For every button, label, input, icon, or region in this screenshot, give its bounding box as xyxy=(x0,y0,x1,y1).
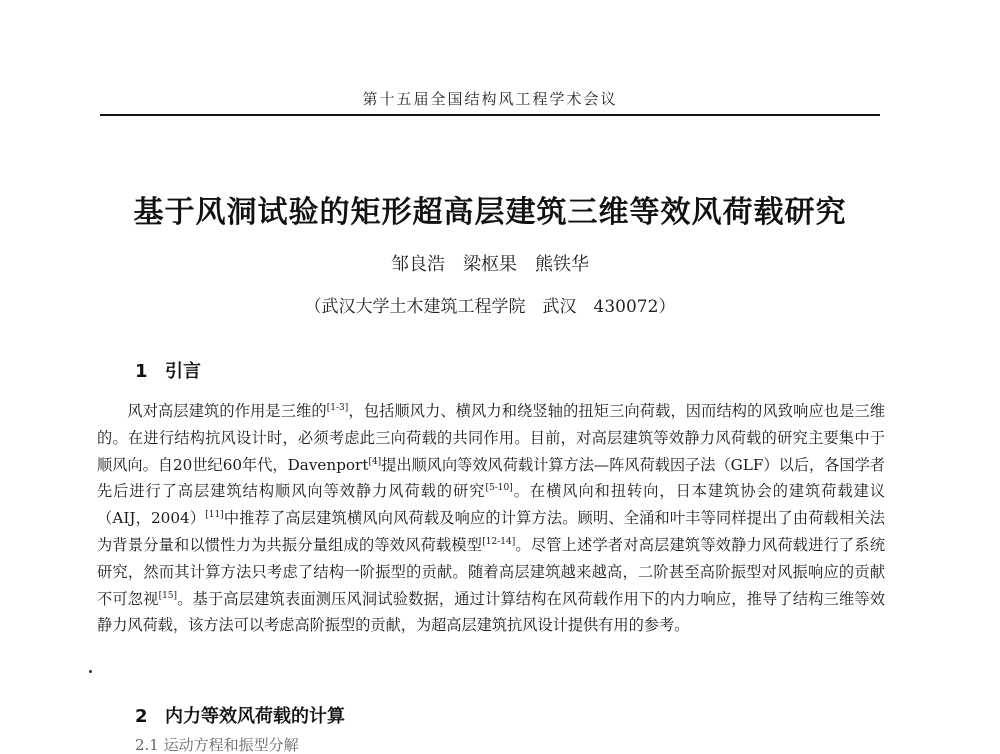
section-title: 引言 xyxy=(165,361,201,382)
intro-text-5: 中推荐了高层建筑横风向风荷载及响应的计算方法。顾明、全涌和叶丰等同样提出了由荷载相关法为背景分量和以惯性力为共振分量组成的等效风荷载模型 xyxy=(97,509,885,554)
citation-ref: [5-10] xyxy=(485,483,513,494)
intro-text-4: 。在横风向和扭转向，日本建筑协会的建筑荷载建议（AIJ，2004） xyxy=(97,482,886,528)
paper-authors: 邹良浩 梁枢果 熊铁华 xyxy=(391,254,589,275)
running-header: 第十五届全国结构风工程学术会议 xyxy=(362,90,618,108)
section-heading-intro xyxy=(135,357,201,383)
intro-text-1: 风对高层建筑的作用是三维的 xyxy=(127,402,327,420)
citation-ref: [1-3] xyxy=(326,403,349,413)
section-number: 2 xyxy=(135,706,148,727)
intro-text-7: 。基于高层建筑表面测压风洞试验数据，通过计算结构在风荷载作用下的内力响应，推导了结构三维等效静力风荷载，该方法可以考虑高阶振型的贡献，为超高层建筑抗风设计提供有用的参考。 xyxy=(97,589,886,635)
intro-text-6: 。尽管上述学者对高层建筑等效静力风荷载进行了系统研究，然而其计算方法只考虑了结构一阶振型的贡献。随着高层建筑越来越高，二阶甚至高阶振型对风振响应的贡献不可忽视 xyxy=(97,535,886,608)
intro-text-2: ，包括顺风力、横风力和绕竖轴的扭矩三向荷载，因而结构的风致响应也是三维的。在进行结构抗风设计时，必须考虑此三向荷载的共同作用。目前，对高层建筑等效静力风荷载的研究主要集中于顺风向。自20世纪60年代，Davenport xyxy=(97,402,886,474)
citation-ref: [15] xyxy=(158,590,178,601)
citation-ref: [4] xyxy=(368,456,382,467)
intro-text-3: 提出顺风向等效风荷载计算方法—阵风荷载因子法（GLF）以后，各国学者先后进行了高层建筑结构顺风向等效静力风荷载的研究 xyxy=(97,455,885,501)
paper-affiliation: （武汉大学土木建筑工程学院 武汉 430072） xyxy=(304,297,676,317)
intro-paragraph xyxy=(97,398,885,639)
citation-ref: [11] xyxy=(205,510,224,521)
paper-title: 基于风洞试验的矩形超高层建筑三维等效风荷载研究 xyxy=(133,195,847,230)
section-title: 内力等效风荷载的计算 xyxy=(165,706,345,727)
cutoff-next-line: 2.1 运动方程和振型分解 xyxy=(135,736,299,754)
section-heading-internal-force xyxy=(135,702,345,728)
header-rule xyxy=(100,114,880,116)
section-number: 1 xyxy=(135,361,148,382)
scan-artifact-dot xyxy=(89,670,92,673)
citation-ref: [12-14] xyxy=(482,536,516,547)
